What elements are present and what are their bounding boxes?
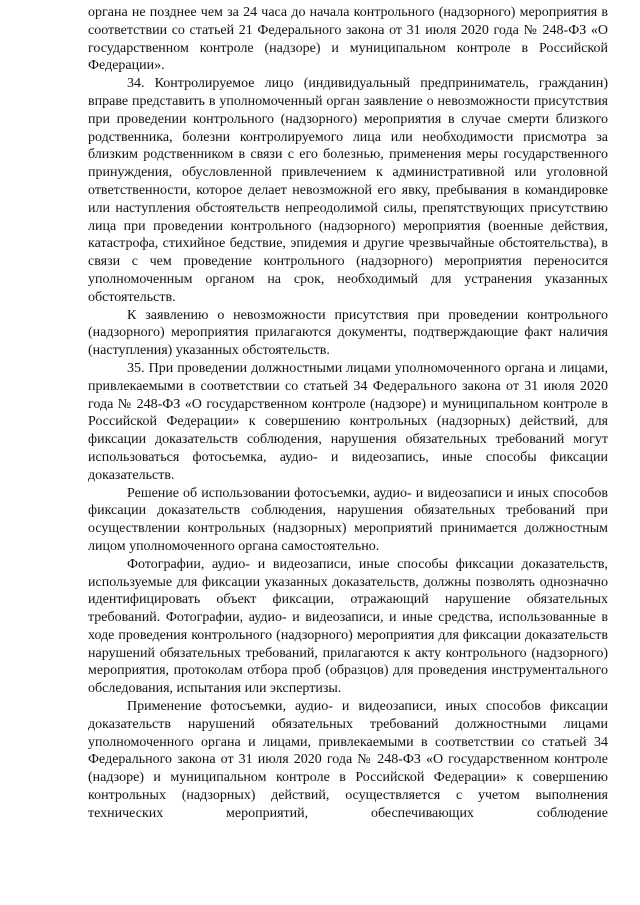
paragraph-item-35-application: Применение фотосъемки, аудио- и видеозаписи, иных способов фиксации доказательств нарушений обязательных требований должностными лицами уполномоченного органа и лицами, привлекаемыми в соответствии со статьей 34 Федерального закона от 31 июля 2020 года № 248-ФЗ «О государственном контроле (надзоре) и муниципальном контроле в Российской Федерации» к совершению контрольных (надзорных) действий, осуществляется с учетом выполнения технических мероприятий, обеспечивающих соблюдение <box>88 699 608 821</box>
paragraph-item-35: 35. При проведении должностными лицами уполномоченного органа и лицами, привлекаемыми в соответствии со статьей 34 Федерального закона от 31 июля 2020 года № 248-ФЗ «О государственном контроле (надзоре) и муниципальном контроле в Российской Федерации» к совершению контрольных (надзорных) действий, для фиксации доказательств соблюдения, нарушения обязательных требований могут использоваться фотосъемка, аудио- и видеозапись, иные способы фиксации доказательств. <box>88 360 608 483</box>
paragraph-item-35-photos: Фотографии, аудио- и видеозаписи, иные способы фиксации доказательств, используемые для фиксации указанных доказательств, должны позволять однозначно идентифицировать объект фиксации, отражающий нарушение обязательных требований. Фотографии, аудио- и видеозаписи, и иные средства, использованные в ходе проведения контрольного (надзорного) мероприятия для фиксации доказательств нарушений обязательных требований, прилагаются к акту контрольного (надзорного) мероприятия, протоколам отбора проб (образцов) для проведения инструментального обследования, испытания или экспертизы. <box>88 556 608 697</box>
paragraph-item-34: 34. Контролируемое лицо (индивидуальный предприниматель, гражданин) вправе представить в уполномоченный орган заявление о невозможности присутствия при проведении контрольного (надзорного) мероприятия в случае смерти близкого родственника, болезни контролируемого лица или необходимости присмотра за близким родственником в связи с его болезнью, применения меры государственного принуждения, обусловленной привлечением к административной или уголовной ответственности, которое делает невозможной его явку, пребывания в командировке или наступления обстоятельств непреодолимой силы, препятствующих присутствию лица при проведении контрольного (надзорного) мероприятия (военные действия, катастрофа, стихийное бедствие, эпидемия и другие чрезвычайные обстоятельства), в связи с чем проведение контрольного (надзорного) мероприятия переносится уполномоченным органом на срок, необходимый для устранения указанных обстоятельств. <box>88 76 608 305</box>
paragraph-item-35-decision: Решение об использовании фотосъемки, аудио- и видеозаписи и иных способов фиксации доказательств соблюдения, нарушения обязательных требований при осуществлении контрольных (надзорных) мероприятий принимается должностным лицом уполномоченного органа самостоятельно. <box>88 485 608 554</box>
paragraph-continuation: органа не позднее чем за 24 часа до начала контрольного (надзорного) мероприятия в соответствии со статьей 21 Федерального закона от 31 июля 2020 года № 248-ФЗ «О государственном контроле (надзоре) и муниципальном контроле в Российской Федерации». <box>88 5 608 74</box>
paragraph-item-34-attachments: К заявлению о невозможности присутствия при проведении контрольного (надзорного) мероприятия прилагаются документы, подтверждающие факт наличия (наступления) указанных обстоятельств. <box>88 307 608 359</box>
